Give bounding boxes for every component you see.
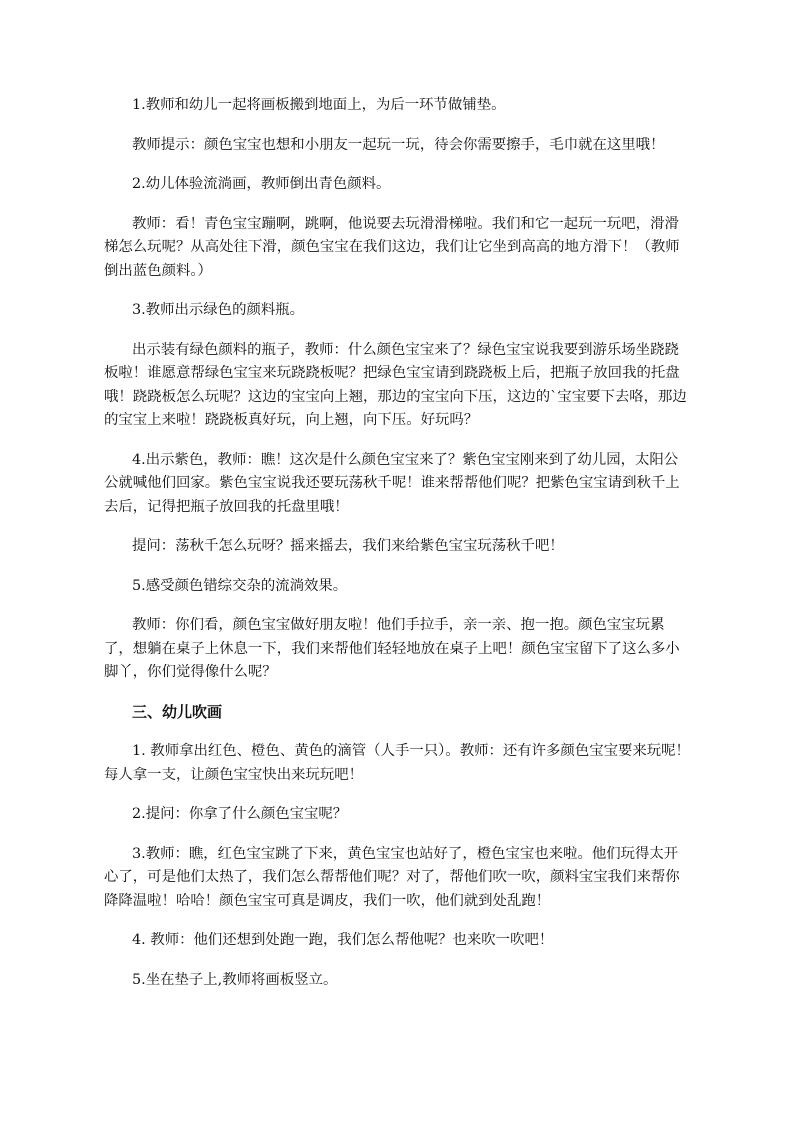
paragraph-step-1: 1.教师和幼儿一起将画板搬到地面上，为后一环节做铺垫。 <box>132 97 506 113</box>
paragraph-step-4: 4.出示紫色，教师：瞧！这次是什么颜色宝宝来了？紫色宝宝刚来到了幼儿园，太阳公公就喊他们回家。紫色宝宝说我还要玩荡秋千呢！谁来帮帮他们呢？把紫色宝宝请到秋千上去后，记得把瓶子放回我的托盘里哦！ <box>104 451 680 515</box>
paragraph-swing-question: 提问：荡秋千怎么玩呀？摇来摇去，我们来给紫色宝宝玩荡秋千吧！ <box>132 538 564 554</box>
paragraph-blow-step-1: 1. 教师拿出红色、橙色、黄色的滴管（人手一只）。教师：还有许多颜色宝宝要来玩呢！每人拿一支，让颜色宝宝快出来玩玩吧！ <box>104 743 690 783</box>
paragraph-step-2: 2.幼儿体验流淌画，教师倒出青色颜料。 <box>132 176 391 192</box>
paragraph-slide: 教师：看！青色宝宝蹦啊，跳啊，他说要去玩滑滑梯啦。我们和它一起玩一玩吧，滑滑梯怎么玩呢？从高处往下滑，颜色宝宝在我们这边，我们让它坐到高高的地方滑下！（教师倒出蓝色颜料。） <box>104 215 680 279</box>
paragraph-teacher-hint: 教师提示：颜色宝宝也想和小朋友一起玩一玩，待会你需要擦手，毛巾就在这里哦！ <box>132 136 665 153</box>
paragraph-friends: 教师：你们看，颜色宝宝做好朋友啦！他们手拉手，亲一亲、抱一抱。颜色宝宝玩累了，想躺在桌子上休息一下，我们来帮他们轻轻地放在桌子上吧！颜色宝宝留下了这么多小脚丫，你们觉得像什么呢？ <box>104 617 680 680</box>
paragraph-step-3: 3.教师出示绿色的颜料瓶。 <box>132 302 305 318</box>
paragraph-seesaw: 出示装有绿色颜料的瓶子，教师：什么颜色宝宝来了？绿色宝宝说我要到游乐场坐跷跷板啦！谁愿意帮绿色宝宝来玩跷跷板呢？把绿色宝宝请到跷跷板上后，把瓶子放回我的托盘哦！跷跷板怎么玩呢？这边的宝宝向上翘，那边的宝宝向下压，这边的`宝宝要下去咯，那边的宝宝上来啦！跷跷板真好玩，向上翘，向下压。好玩吗？ <box>104 341 687 428</box>
paragraph-step-5: 5.感受颜色错综交杂的流淌效果。 <box>132 577 348 594</box>
section-heading: 三、幼儿吹画 <box>132 702 223 721</box>
paragraph-blow-step-2: 2.提问：你拿了什么颜色宝宝呢？ <box>132 806 348 822</box>
paragraph-blow-step-5: 5.坐在垫子上,教师将画板竖立。 <box>132 971 338 988</box>
paragraph-blow-step-4: 4. 教师：他们还想到处跑一跑，我们怎么帮他呢？也来吹一吹吧！ <box>132 932 554 948</box>
paragraph-blow-step-3: 3.教师：瞧，红色宝宝跳了下来，黄色宝宝也站好了，橙色宝宝也来啦。他们玩得太开心了，可是他们太热了，我们怎么帮帮他们呢？对了，帮他们吹一吹，颜料宝宝我们来帮你降降温啦！哈哈！颜色宝宝可真是调皮，我们一吹，他们就到处乱跑！ <box>104 845 680 909</box>
